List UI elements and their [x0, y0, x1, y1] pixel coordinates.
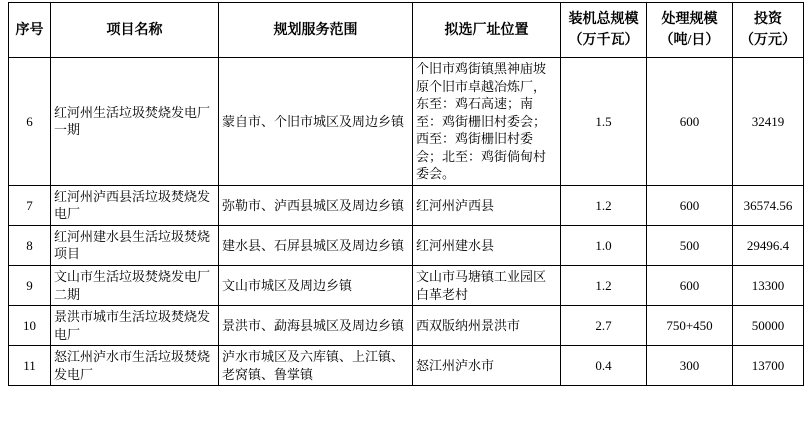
column-header-capacity: [561, 3, 647, 58]
project-table: [8, 2, 804, 386]
cell-name: 红河州泸西县活垃圾焚烧发电厂: [51, 185, 219, 225]
cell-treatment: 600: [647, 185, 733, 225]
cell-no: 9: [9, 266, 51, 306]
cell-no: 7: [9, 185, 51, 225]
column-header-treatment-line1: 处理规模: [661, 12, 718, 27]
column-header-investment-line2: （万元）: [740, 33, 796, 48]
column-header-treatment-line2: （吨/日）: [659, 33, 720, 48]
cell-scope: 景洪市、勐海县城区及周边乡镇: [219, 306, 413, 346]
cell-site: 怒江州泸水市: [413, 346, 561, 386]
cell-scope: 弥勒市、泸西县城区及周边乡镇: [219, 185, 413, 225]
column-header-name-line1: 项目名称: [106, 22, 163, 38]
cell-investment: 50000: [733, 306, 804, 346]
column-header-scope: [219, 3, 413, 58]
table-row: [9, 346, 804, 386]
cell-capacity: 2.7: [561, 306, 647, 346]
cell-name: 怒江州泸水市生活垃圾焚烧发电厂: [51, 346, 219, 386]
cell-capacity: 0.4: [561, 346, 647, 386]
cell-capacity: 1.5: [561, 58, 647, 186]
cell-capacity: 1.2: [561, 266, 647, 306]
column-header-investment: [733, 3, 804, 58]
column-header-scope-line1: 规划服务范围: [273, 22, 358, 38]
cell-site: 个旧市鸡街镇黑神庙坡原个旧市卓越冶炼厂，东至：鸡石高速；南至：鸡街栅旧村委会；西至：鸡街栅旧村委会；北至：鸡街倘甸村委会。: [413, 58, 561, 186]
table-row: [9, 58, 804, 186]
cell-no: 10: [9, 306, 51, 346]
cell-name: 景洪市城市生活垃圾焚烧发电厂: [51, 306, 219, 346]
cell-capacity: 1.2: [561, 185, 647, 225]
column-header-no-line1: 序号: [15, 22, 44, 38]
cell-investment: 13300: [733, 266, 804, 306]
cell-investment: 29496.4: [733, 225, 804, 265]
cell-investment: 13700: [733, 346, 804, 386]
cell-name: 红河州生活垃圾焚烧发电厂一期: [51, 58, 219, 186]
cell-scope: 建水县、石屏县城区及周边乡镇: [219, 225, 413, 265]
column-header-capacity-line1: 装机总规模: [568, 12, 639, 27]
cell-treatment: 300: [647, 346, 733, 386]
cell-treatment: 600: [647, 58, 733, 186]
table-header: [9, 3, 804, 58]
cell-site: 红河州建水县: [413, 225, 561, 265]
column-header-site-line1: 拟选厂址位置: [444, 22, 529, 38]
column-header-treatment: [647, 3, 733, 58]
cell-treatment: 600: [647, 266, 733, 306]
table-row: [9, 185, 804, 225]
column-header-name: [51, 3, 219, 58]
document-page: [0, 2, 811, 437]
table-row: [9, 225, 804, 265]
column-header-site: [413, 3, 561, 58]
cell-scope: 文山市城区及周边乡镇: [219, 266, 413, 306]
cell-capacity: 1.0: [561, 225, 647, 265]
table-row: [9, 266, 804, 306]
cell-treatment: 500: [647, 225, 733, 265]
cell-investment: 36574.56: [733, 185, 804, 225]
table-body: [9, 58, 804, 386]
cell-no: 6: [9, 58, 51, 186]
cell-investment: 32419: [733, 58, 804, 186]
cell-name: 红河州建水县生活垃圾焚烧项目: [51, 225, 219, 265]
cell-site: 西双版纳州景洪市: [413, 306, 561, 346]
cell-scope: 泸水市城区及六库镇、上江镇、老窝镇、鲁掌镇: [219, 346, 413, 386]
column-header-capacity-line2: （万千瓦）: [568, 33, 639, 48]
cell-site: 红河州泸西县: [413, 185, 561, 225]
cell-name: 文山市生活垃圾焚烧发电厂二期: [51, 266, 219, 306]
cell-site: 文山市马塘镇工业园区白革老村: [413, 266, 561, 306]
cell-no: 11: [9, 346, 51, 386]
table-header-row: [9, 3, 804, 58]
cell-scope: 蒙自市、个旧市城区及周边乡镇: [219, 58, 413, 186]
table-row: [9, 306, 804, 346]
column-header-no: [9, 3, 51, 58]
cell-no: 8: [9, 225, 51, 265]
cell-treatment: 750+450: [647, 306, 733, 346]
column-header-investment-line1: 投资: [754, 12, 782, 27]
